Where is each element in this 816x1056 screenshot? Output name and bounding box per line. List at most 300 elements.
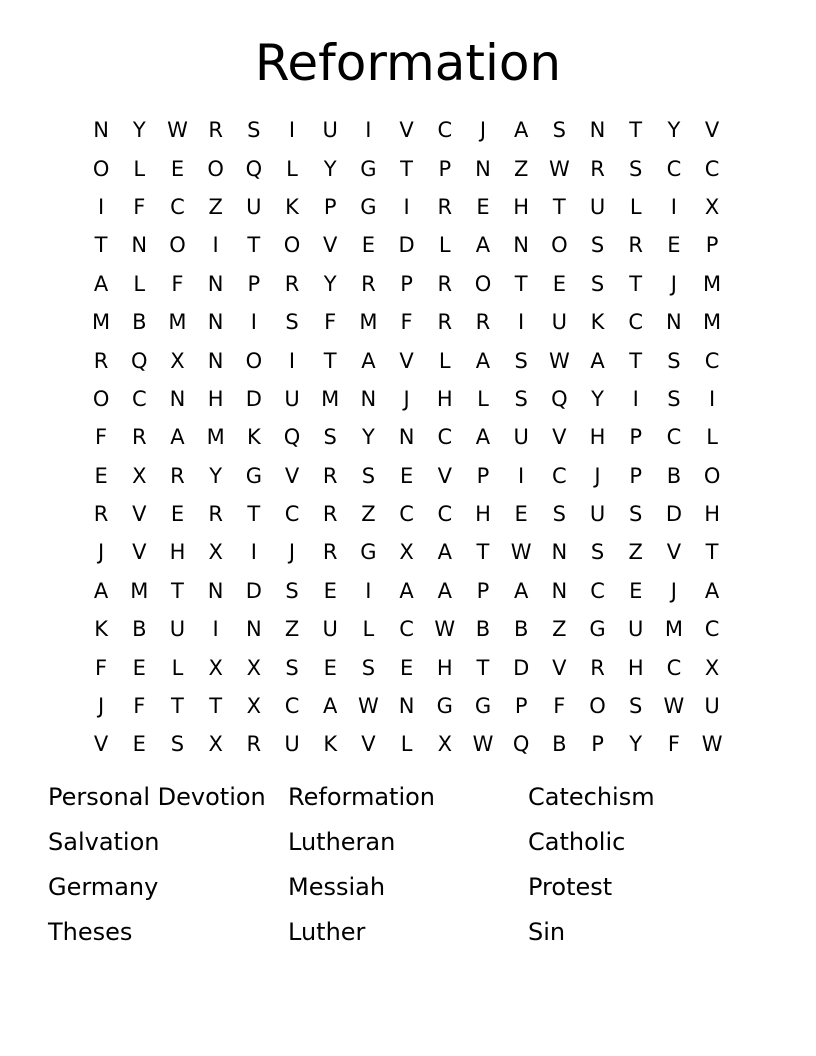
grid-letter: S	[629, 502, 643, 527]
grid-letter: N	[398, 694, 415, 719]
grid-letter: X	[704, 194, 720, 219]
grid-row	[82, 418, 732, 456]
grid-letter: O	[245, 348, 263, 373]
grid-letter: R	[322, 540, 338, 565]
grid-row	[82, 725, 732, 763]
grid-letter: I	[212, 617, 219, 642]
grid-letter: I	[365, 118, 372, 143]
grid-letter: P	[591, 732, 604, 757]
grid-letter: E	[361, 233, 376, 258]
grid-letter: G	[474, 694, 492, 719]
grid-letter: A	[475, 348, 491, 373]
grid-letter: I	[288, 118, 296, 143]
grid-letter: T	[247, 233, 261, 258]
grid-letter: M	[359, 310, 378, 335]
grid-letter: K	[285, 194, 299, 219]
grid-letter: S	[170, 732, 185, 757]
grid-letter: U	[704, 694, 720, 719]
grid-letter: S	[629, 156, 643, 181]
grid-letter: T	[629, 118, 643, 143]
grid-letter: C	[552, 463, 567, 488]
grid-letter: B	[552, 732, 567, 757]
grid-letter: F	[133, 194, 146, 219]
grid-letter: O	[474, 271, 492, 296]
grid-letter: M	[92, 310, 111, 335]
grid-letter: E	[170, 502, 185, 527]
grid-letter: O	[283, 233, 301, 258]
grid-letter: T	[705, 540, 719, 565]
grid-letter: Q	[551, 386, 568, 411]
grid-letter: C	[666, 156, 682, 181]
grid-letter: S	[285, 310, 299, 335]
grid-letter: H	[475, 502, 491, 527]
grid-letter: A	[399, 578, 414, 603]
grid-letter: J	[479, 118, 487, 143]
grid-letter: K	[323, 732, 338, 757]
grid-letter: R	[208, 118, 223, 143]
word-list-item: Sin	[528, 918, 566, 946]
grid-letter: Z	[513, 156, 529, 181]
grid-letter: S	[667, 386, 681, 411]
grid-letter: O	[92, 386, 110, 411]
grid-letter: A	[475, 425, 491, 450]
grid-letter: T	[400, 156, 413, 181]
grid-letter: C	[704, 156, 720, 181]
grid-letter: R	[93, 502, 109, 527]
grid-row	[82, 303, 732, 341]
grid-letter: W	[358, 694, 379, 719]
grid-row	[82, 380, 732, 418]
grid-letter: A	[93, 271, 109, 296]
grid-letter: P	[629, 425, 643, 450]
grid-letter: J	[288, 540, 296, 565]
grid-letter: S	[552, 502, 567, 527]
grid-letter: E	[514, 502, 528, 527]
grid-letter: E	[552, 271, 566, 296]
grid-letter: T	[209, 694, 223, 719]
grid-letter: V	[284, 463, 300, 488]
grid-letter: Z	[361, 502, 376, 527]
grid-letter: T	[629, 348, 643, 373]
grid-letter: S	[514, 348, 528, 373]
grid-letter: P	[476, 578, 490, 603]
grid-letter: V	[361, 732, 376, 757]
grid-letter: W	[472, 732, 494, 757]
grid-letter: F	[171, 271, 184, 296]
grid-letter: Z	[208, 194, 223, 219]
grid-letter: U	[589, 502, 606, 527]
grid-row	[82, 111, 732, 149]
grid-letter: H	[627, 655, 644, 680]
grid-letter: U	[284, 732, 300, 757]
grid-letter: D	[398, 233, 415, 258]
grid-row	[82, 495, 732, 533]
grid-row	[82, 149, 732, 187]
grid-letter: D	[245, 386, 262, 411]
grid-letter: A	[475, 233, 491, 258]
grid-letter: O	[92, 156, 110, 181]
grid-letter: S	[629, 694, 643, 719]
grid-letter: H	[207, 386, 224, 411]
grid-letter: N	[360, 386, 377, 411]
grid-letter: W	[663, 694, 685, 719]
grid-letter: R	[628, 233, 644, 258]
grid-letter: P	[705, 233, 719, 258]
grid-letter: N	[245, 617, 262, 642]
grid-letter: E	[323, 578, 337, 603]
grid-letter: D	[245, 578, 262, 603]
grid-letter: T	[94, 233, 108, 258]
grid-letter: Z	[284, 617, 300, 642]
word-list-item: Catholic	[528, 828, 626, 856]
grid-letter: N	[551, 578, 568, 603]
grid-letter: I	[212, 233, 219, 258]
grid-letter: L	[133, 271, 146, 296]
grid-letter: C	[666, 425, 682, 450]
grid-letter: A	[323, 694, 338, 719]
grid-letter: E	[94, 463, 108, 488]
grid-letter: L	[362, 617, 375, 642]
grid-letter: N	[551, 540, 568, 565]
grid-letter: S	[590, 233, 605, 258]
grid-letter: C	[437, 425, 453, 450]
grid-letter: S	[361, 655, 376, 680]
grid-letter: R	[131, 425, 147, 450]
grid-letter: D	[665, 502, 682, 527]
grid-letter: P	[514, 694, 528, 719]
grid-letter: X	[208, 732, 223, 757]
grid-letter: J	[403, 386, 410, 411]
grid-letter: P	[323, 194, 337, 219]
grid-letter: N	[207, 271, 224, 296]
grid-letter: T	[629, 271, 643, 296]
grid-letter: A	[513, 118, 529, 143]
grid-letter: T	[171, 694, 184, 719]
grid-letter: R	[93, 348, 109, 373]
grid-letter: L	[706, 425, 718, 450]
grid-letter: N	[475, 156, 491, 181]
grid-letter: V	[132, 502, 147, 527]
grid-letter: E	[170, 156, 185, 181]
grid-letter: V	[552, 655, 567, 680]
grid-letter: X	[170, 348, 185, 373]
grid-letter: C	[704, 348, 720, 373]
grid-letter: F	[667, 732, 680, 757]
grid-letter: K	[246, 425, 261, 450]
grid-letter: E	[629, 578, 643, 603]
grid-letter: S	[552, 118, 567, 143]
grid-letter: I	[708, 386, 716, 411]
grid-letter: R	[475, 310, 491, 335]
grid-letter: Y	[667, 118, 681, 143]
grid-letter: I	[632, 386, 639, 411]
grid-letter: N	[207, 310, 224, 335]
grid-letter: B	[132, 310, 147, 335]
grid-letter: Y	[132, 118, 146, 143]
grid-letter: V	[437, 463, 452, 488]
word-list-item: Catechism	[528, 783, 655, 811]
grid-letter: Q	[245, 156, 263, 181]
grid-letter: F	[133, 694, 146, 719]
grid-letter: I	[250, 540, 257, 565]
grid-letter: P	[629, 463, 643, 488]
grid-letter: A	[437, 540, 452, 565]
grid-letter: R	[170, 463, 185, 488]
grid-letter: Y	[323, 156, 337, 181]
grid-letter: U	[284, 386, 300, 411]
grid-letter: R	[284, 271, 300, 296]
grid-letter: T	[514, 271, 528, 296]
grid-letter: C	[628, 310, 644, 335]
grid-letter: I	[670, 194, 677, 219]
grid-letter: V	[704, 118, 720, 143]
grid-letter: T	[476, 655, 490, 680]
grid-letter: T	[323, 348, 337, 373]
grid-letter: N	[513, 233, 530, 258]
grid-letter: S	[590, 540, 605, 565]
grid-letter: C	[284, 502, 300, 527]
grid-letter: S	[667, 348, 681, 373]
grid-letter: P	[438, 156, 452, 181]
grid-letter: U	[322, 118, 338, 143]
grid-letter: E	[323, 655, 337, 680]
grid-letter: V	[552, 425, 567, 450]
grid-letter: L	[477, 386, 489, 411]
grid-letter: C	[437, 118, 453, 143]
grid-row	[82, 265, 732, 303]
grid-letter: W	[167, 118, 188, 143]
grid-letter: I	[250, 310, 257, 335]
grid-letter: L	[400, 732, 413, 757]
grid-letter: C	[284, 694, 300, 719]
grid-letter: Y	[361, 425, 375, 450]
grid-letter: C	[399, 617, 414, 642]
grid-letter: M	[703, 271, 722, 296]
grid-letter: I	[403, 194, 410, 219]
grid-letter: I	[365, 578, 372, 603]
grid-letter: J	[97, 540, 105, 565]
grid-letter: J	[594, 463, 601, 488]
grid-letter: C	[666, 655, 682, 680]
grid-letter: L	[286, 156, 298, 181]
grid-letter: V	[666, 540, 682, 565]
grid-letter: W	[548, 156, 570, 181]
grid-letter: K	[94, 617, 108, 642]
grid-letter: A	[361, 348, 376, 373]
grid-letter: F	[553, 694, 566, 719]
word-list-item: Protest	[528, 873, 613, 901]
grid-letter: F	[95, 655, 108, 680]
grid-letter: O	[589, 694, 606, 719]
grid-letter: S	[514, 386, 528, 411]
grid-letter: X	[246, 694, 262, 719]
grid-letter: G	[360, 540, 377, 565]
grid-letter: C	[131, 386, 147, 411]
grid-letter: Z	[628, 540, 643, 565]
grid-letter: G	[245, 463, 262, 488]
grid-letter: E	[399, 463, 414, 488]
grid-letter: A	[513, 578, 529, 603]
grid-letter: B	[513, 617, 529, 642]
grid-letter: M	[130, 578, 149, 603]
grid-letter: L	[629, 194, 642, 219]
grid-letter: L	[171, 655, 184, 680]
grid-letter: E	[667, 233, 681, 258]
grid-letter: M	[321, 386, 340, 411]
grid-letter: N	[93, 118, 109, 143]
grid-letter: S	[323, 425, 337, 450]
word-list-item: Reformation	[288, 783, 435, 811]
grid-letter: U	[513, 425, 529, 450]
grid-letter: R	[361, 271, 376, 296]
grid-letter: A	[93, 578, 109, 603]
grid-letter: A	[590, 348, 605, 373]
grid-letter: A	[437, 578, 452, 603]
grid-letter: C	[590, 578, 605, 603]
grid-letter: I	[518, 463, 525, 488]
grid-letter: Y	[629, 732, 643, 757]
grid-letter: X	[399, 540, 414, 565]
grid-letter: R	[437, 194, 453, 219]
grid-letter: L	[438, 233, 451, 258]
grid-letter: R	[437, 310, 453, 335]
grid-letter: V	[399, 348, 414, 373]
grid-letter: M	[703, 310, 722, 335]
grid-letter: H	[169, 540, 186, 565]
grid-letter: N	[131, 233, 148, 258]
grid-letter: N	[666, 310, 682, 335]
grid-letter: X	[246, 655, 262, 680]
grid-letter: H	[436, 386, 453, 411]
word-list-item: Salvation	[48, 828, 160, 856]
grid-letter: S	[285, 655, 299, 680]
grid-letter: I	[518, 310, 525, 335]
grid-letter: F	[324, 310, 337, 335]
page-title: Reformation	[254, 34, 562, 92]
grid-letter: O	[551, 233, 568, 258]
grid-letter: H	[513, 194, 530, 219]
grid-letter: W	[510, 540, 532, 565]
grid-letter: R	[322, 502, 338, 527]
grid-letter: V	[132, 540, 147, 565]
grid-letter: H	[589, 425, 606, 450]
word-list-item: Luther	[288, 918, 366, 946]
grid-letter: L	[133, 156, 146, 181]
grid-letter: P	[476, 463, 490, 488]
grid-row	[82, 226, 732, 264]
grid-letter: X	[208, 655, 223, 680]
grid-letter: M	[168, 310, 187, 335]
grid-letter: X	[208, 540, 223, 565]
grid-letter: N	[207, 348, 224, 373]
grid-letter: T	[552, 194, 566, 219]
grid-letter: Q	[131, 348, 148, 373]
grid-row	[82, 687, 732, 725]
grid-letter: S	[361, 463, 376, 488]
grid-letter: F	[400, 310, 413, 335]
grid-letter: H	[436, 655, 453, 680]
word-list-item: Germany	[48, 873, 159, 901]
grid-letter: U	[322, 617, 338, 642]
grid-letter: T	[476, 540, 490, 565]
grid-letter: M	[206, 425, 225, 450]
grid-letter: X	[132, 463, 147, 488]
letter-grid	[82, 111, 732, 764]
grid-letter: T	[247, 502, 261, 527]
grid-letter: M	[664, 617, 683, 642]
grid-letter: Y	[209, 463, 223, 488]
grid-letter: N	[169, 386, 186, 411]
word-list-item: Lutheran	[288, 828, 396, 856]
grid-letter: E	[132, 655, 146, 680]
grid-letter: X	[704, 655, 720, 680]
grid-letter: R	[246, 732, 262, 757]
grid-letter: Z	[552, 617, 567, 642]
grid-letter: U	[246, 194, 262, 219]
grid-letter: J	[670, 271, 677, 296]
grid-letter: U	[551, 310, 568, 335]
grid-row	[82, 341, 732, 379]
grid-row	[82, 648, 732, 686]
grid-letter: B	[666, 463, 682, 488]
grid-letter: O	[169, 233, 186, 258]
grid-letter: O	[207, 156, 224, 181]
grid-letter: Q	[283, 425, 301, 450]
grid-letter: R	[590, 156, 605, 181]
grid-letter: S	[285, 578, 299, 603]
grid-letter: G	[589, 617, 606, 642]
grid-letter: C	[437, 502, 453, 527]
grid-letter: A	[170, 425, 185, 450]
word-list	[48, 776, 768, 956]
grid-letter: Y	[323, 271, 337, 296]
grid-letter: G	[436, 694, 453, 719]
grid-letter: G	[360, 194, 377, 219]
grid-letter: A	[704, 578, 720, 603]
grid-letter: B	[475, 617, 491, 642]
grid-row	[82, 572, 732, 610]
word-list-item: Messiah	[288, 873, 386, 901]
grid-letter: J	[670, 578, 677, 603]
grid-letter: P	[400, 271, 413, 296]
grid-letter: U	[628, 617, 644, 642]
grid-letter: R	[437, 271, 453, 296]
grid-letter: L	[438, 348, 451, 373]
grid-letter: V	[399, 118, 414, 143]
grid-letter: E	[132, 732, 146, 757]
grid-letter: X	[437, 732, 452, 757]
grid-letter: R	[590, 655, 605, 680]
grid-letter: P	[247, 271, 261, 296]
grid-letter: I	[97, 194, 105, 219]
grid-letter: C	[399, 502, 414, 527]
grid-letter: N	[207, 578, 224, 603]
grid-letter: H	[704, 502, 720, 527]
grid-letter: N	[589, 118, 606, 143]
grid-letter: J	[97, 694, 105, 719]
grid-row	[82, 457, 732, 495]
word-list-item: Personal Devotion	[48, 783, 266, 811]
grid-letter: B	[132, 617, 147, 642]
grid-letter: O	[703, 463, 721, 488]
word-list-item: Theses	[48, 918, 133, 946]
grid-row	[82, 188, 732, 226]
grid-letter: U	[169, 617, 186, 642]
grid-letter: R	[322, 463, 338, 488]
grid-letter: S	[247, 118, 261, 143]
grid-letter: C	[170, 194, 185, 219]
grid-letter: Y	[591, 386, 604, 411]
